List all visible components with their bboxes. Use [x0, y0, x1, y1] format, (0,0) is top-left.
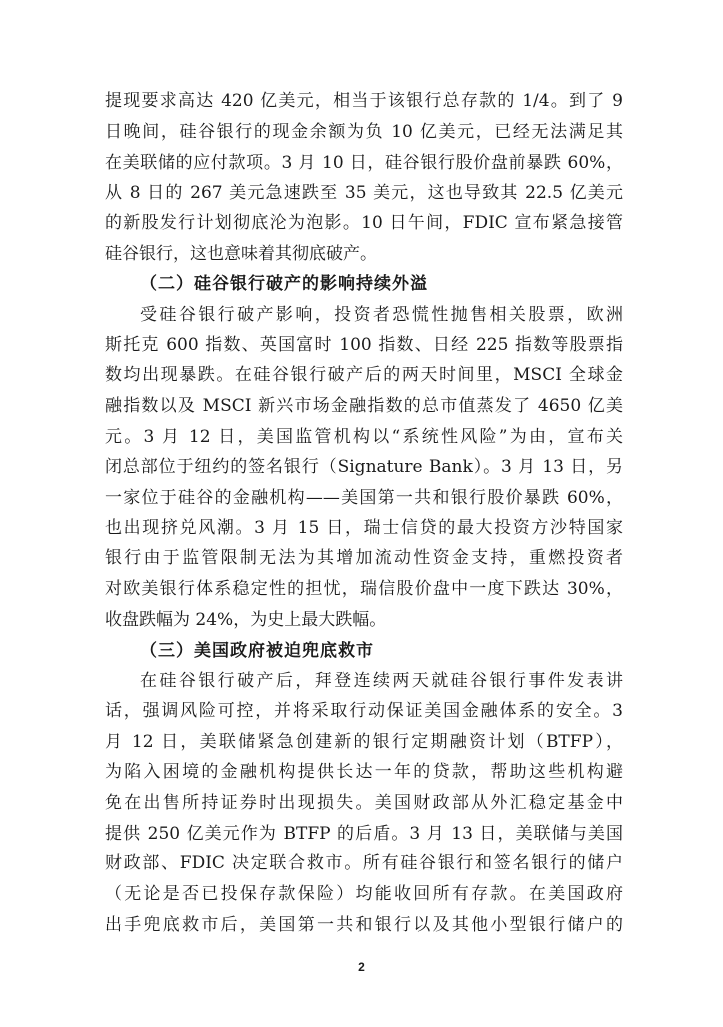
- text-line: 斯托克 600 指数、英国富时 100 指数、日经 225 指数等股票指: [105, 334, 623, 355]
- text-line: 免在出售所持证券时出现损失。美国财政部从外汇稳定基金中: [105, 792, 623, 813]
- text-line: 财政部、FDIC 决定联合救市。所有硅谷银行和签名银行的储户: [105, 853, 623, 874]
- text-line: 话，强调风险可控，并将采取行动保证美国金融体系的安全。3: [105, 701, 623, 722]
- page-number: 2: [358, 960, 365, 974]
- text-line: 在硅谷银行破产后，拜登连续两天就硅谷银行事件发表讲: [140, 670, 623, 691]
- text-line: 受硅谷银行破产影响，投资者恐慌性抛售相关股票，欧洲: [140, 304, 623, 325]
- section-heading: （三）美国政府被迫兜底救市: [140, 640, 374, 661]
- text-line: 从 8 日的 267 美元急速跌至 35 美元，这也导致其 22.5 亿美元: [105, 183, 623, 204]
- text-line: 对欧美银行体系稳定性的担忧，瑞信股价盘中一度下跌达 30%，: [105, 579, 623, 600]
- text-line: 一家位于硅谷的金融机构——美国第一共和银行股价暴跌 60%，: [105, 487, 623, 508]
- text-line: 硅谷银行，这也意味着其彻底破产。: [105, 244, 377, 265]
- text-line: （无论是否已投保存款保险）均能收回所有存款。在美国政府: [105, 884, 623, 905]
- section-heading: （二）硅谷银行破产的影响持续外溢: [140, 273, 428, 294]
- text-line: 银行由于监管限制无法为其增加流动性资金支持，重燃投资者: [105, 548, 623, 569]
- text-line: 的新股发行计划彻底沦为泡影。10 日午间，FDIC 宣布紧急接管: [105, 213, 623, 234]
- text-line: 为陷入困境的金融机构提供长达一年的贷款，帮助这些机构避: [105, 761, 623, 782]
- text-line: 也出现挤兑风潮。3 月 15 日，瑞士信贷的最大投资方沙特国家: [105, 518, 623, 539]
- text-line: 在美联储的应付款项。3 月 10 日，硅谷银行股价盘前暴跌 60%，: [105, 152, 623, 173]
- text-line: 月 12 日，美联储紧急创建新的银行定期融资计划（BTFP），: [105, 732, 623, 753]
- text-line: 提现要求高达 420 亿美元，相当于该银行总存款的 1/4。到了 9: [105, 91, 623, 111]
- text-line: 元。3 月 12 日，美国监管机构以“系统性风险”为由，宣布关: [105, 426, 623, 447]
- text-line: 数均出现暴跌。在硅谷银行破产后的两天时间里，MSCI 全球金: [105, 365, 623, 386]
- text-line: 闭总部位于纽约的签名银行（Signature Bank）。3 月 13 日，另: [105, 456, 623, 477]
- text-line: 日晚间，硅谷银行的现金余额为负 10 亿美元，已经无法满足其: [105, 121, 623, 142]
- text-line: 出手兜底救市后，美国第一共和银行以及其他小型银行储户的: [105, 915, 623, 935]
- text-line: 提供 250 亿美元作为 BTFP 的后盾。3 月 13 日，美联储与美国: [105, 823, 623, 844]
- text-line: 收盘跌幅为 24%，为史上最大跌幅。: [105, 609, 387, 630]
- text-line: 融指数以及 MSCI 新兴市场金融指数的总市值蒸发了 4650 亿美: [105, 396, 623, 417]
